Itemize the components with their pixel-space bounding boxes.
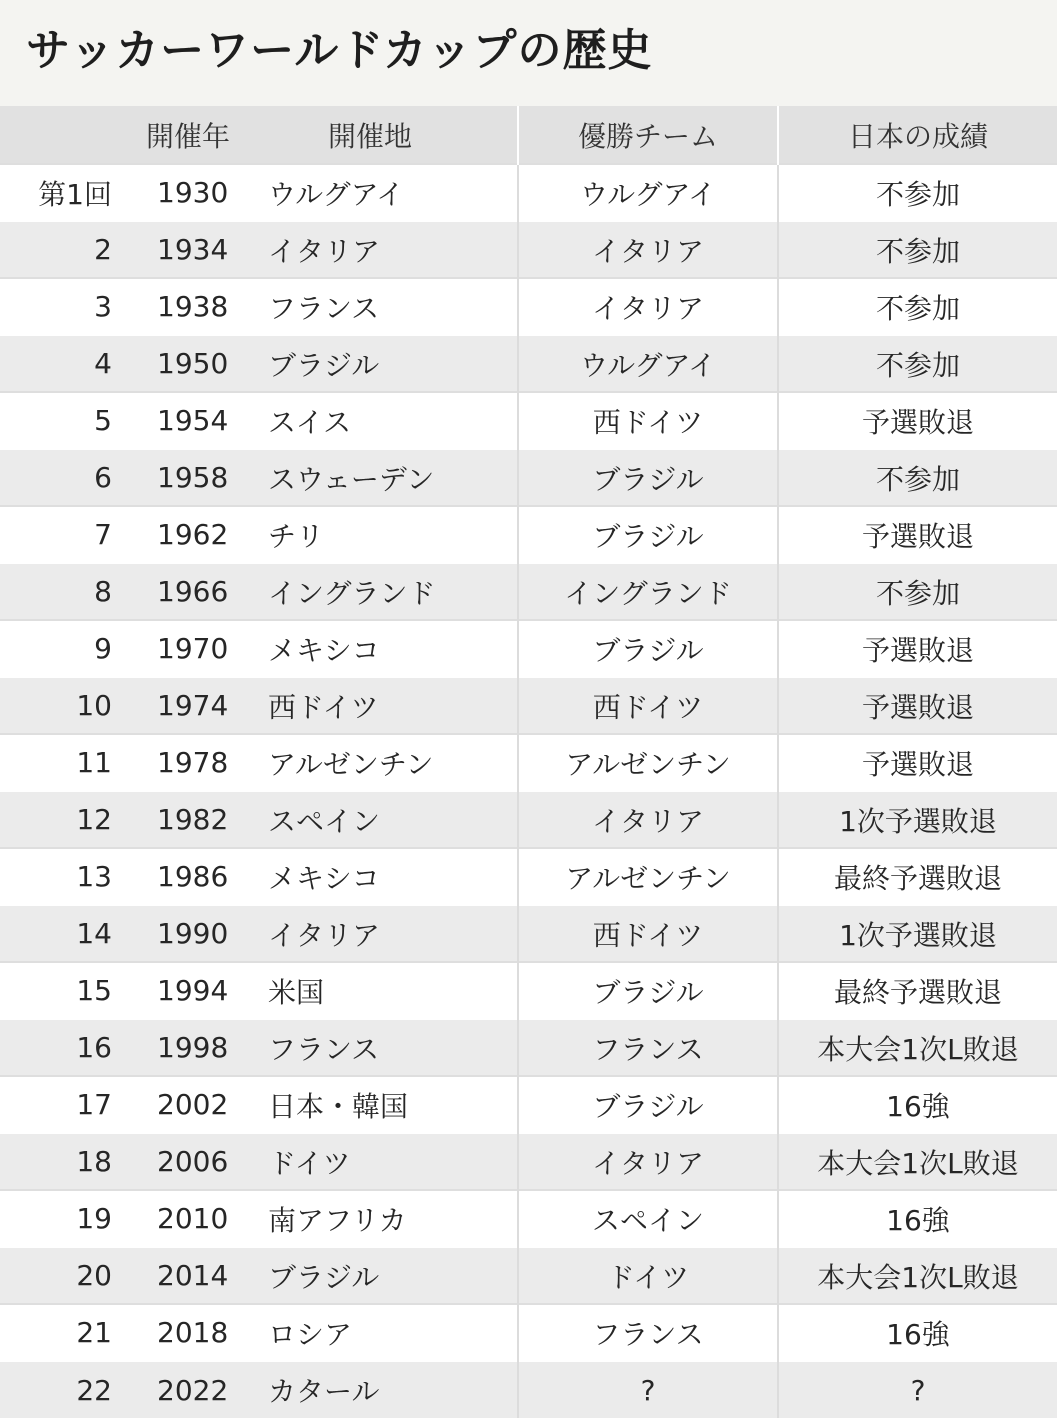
year-cell: 1938 — [157, 290, 229, 323]
edition-cell: 6 — [94, 461, 112, 494]
table-header-row — [0, 106, 1057, 164]
table-row — [0, 1076, 1057, 1133]
year-cell: 1958 — [157, 461, 229, 494]
host-cell: メキシコ — [252, 620, 518, 677]
winner-cell: イタリア — [518, 1133, 778, 1190]
host-cell: チリ — [252, 506, 518, 563]
year-cell: 1950 — [157, 347, 229, 380]
winner-cell: ブラジル — [518, 449, 778, 506]
edition-cell: 8 — [94, 575, 112, 608]
host-cell: イタリア — [252, 221, 518, 278]
year-cell: 1978 — [157, 746, 229, 779]
header-japan-result: 日本の成績 — [847, 119, 988, 153]
table-row — [0, 164, 1057, 221]
winner-cell: 西ドイツ — [518, 905, 778, 962]
winner-cell: スペイン — [518, 1190, 778, 1247]
edition-cell: 19 — [76, 1202, 112, 1235]
japan-result-cell: 1次予選敗退 — [839, 918, 997, 952]
year-cell: 1986 — [157, 860, 229, 893]
host-cell: フランス — [252, 1019, 518, 1076]
edition-cell: 10 — [76, 689, 112, 722]
year-cell: 1930 — [157, 176, 229, 209]
edition-cell: 17 — [76, 1088, 112, 1121]
japan-result-cell: 不参加 — [875, 576, 960, 610]
edition-cell: 18 — [76, 1145, 112, 1178]
japan-result-cell: ? — [910, 1373, 926, 1407]
table-row — [0, 335, 1057, 392]
edition-cell: 16 — [76, 1031, 112, 1064]
winner-cell: フランス — [518, 1304, 778, 1361]
winner-cell: ブラジル — [518, 1076, 778, 1133]
year-cell: 2006 — [157, 1145, 229, 1178]
host-cell: スイス — [252, 392, 518, 449]
table-row — [0, 848, 1057, 905]
japan-result-cell: 16強 — [886, 1317, 950, 1351]
table-row — [0, 791, 1057, 848]
winner-cell: ブラジル — [518, 962, 778, 1019]
table-row — [0, 1247, 1057, 1304]
table-row — [0, 449, 1057, 506]
edition-cell: 13 — [76, 860, 112, 893]
japan-result-cell: 予選敗退 — [861, 405, 974, 439]
japan-result-cell: 予選敗退 — [861, 747, 974, 781]
year-cell: 1982 — [157, 803, 229, 836]
year-cell: 1966 — [157, 575, 229, 608]
edition-cell: 4 — [94, 347, 112, 380]
header-host: 開催地 — [252, 106, 518, 164]
japan-result-cell: 予選敗退 — [861, 519, 974, 553]
edition-cell: 14 — [76, 917, 112, 950]
year-cell: 1974 — [157, 689, 229, 722]
host-cell: メキシコ — [252, 848, 518, 905]
table-row — [0, 392, 1057, 449]
edition-cell: 12 — [76, 803, 112, 836]
japan-result-cell: 予選敗退 — [861, 633, 974, 667]
japan-result-cell: 16強 — [886, 1203, 950, 1237]
title-bar — [0, 0, 1057, 106]
host-cell: ドイツ — [252, 1133, 518, 1190]
edition-cell: 20 — [76, 1259, 112, 1292]
table-row — [0, 734, 1057, 791]
year-cell: 1954 — [157, 404, 229, 437]
table-row — [0, 1304, 1057, 1361]
edition-cell: 5 — [94, 404, 112, 437]
edition-cell: 3 — [94, 290, 112, 323]
winner-cell: 西ドイツ — [518, 392, 778, 449]
host-cell: フランス — [252, 278, 518, 335]
year-cell: 1998 — [157, 1031, 229, 1064]
header-year: 開催年 — [146, 119, 231, 153]
japan-result-cell: 不参加 — [875, 234, 960, 268]
host-cell: 西ドイツ — [252, 677, 518, 734]
japan-result-cell: 不参加 — [875, 177, 960, 211]
edition-cell: 2 — [94, 233, 112, 266]
table-row — [0, 962, 1057, 1019]
host-cell: ブラジル — [252, 335, 518, 392]
japan-result-cell: 不参加 — [875, 291, 960, 325]
year-cell: 1962 — [157, 518, 229, 551]
edition-cell: 15 — [76, 974, 112, 1007]
winner-cell: ? — [518, 1361, 778, 1418]
year-cell: 2014 — [157, 1259, 229, 1292]
table-row — [0, 1361, 1057, 1418]
year-cell: 1934 — [157, 233, 229, 266]
year-cell: 1970 — [157, 632, 229, 665]
edition-cell: 第1回 — [38, 177, 112, 211]
year-cell: 2018 — [157, 1316, 229, 1349]
table-row — [0, 1019, 1057, 1076]
header-winner: 優勝チーム — [518, 106, 778, 164]
table-body — [0, 164, 1057, 1418]
winner-cell: ドイツ — [518, 1247, 778, 1304]
year-cell: 1990 — [157, 917, 229, 950]
japan-result-cell: 予選敗退 — [861, 690, 974, 724]
japan-result-cell: 本大会1次L敗退 — [817, 1260, 1019, 1294]
table-row — [0, 620, 1057, 677]
winner-cell: ブラジル — [518, 620, 778, 677]
host-cell: 米国 — [252, 962, 518, 1019]
table-row — [0, 1133, 1057, 1190]
winner-cell: イタリア — [518, 278, 778, 335]
host-cell: スウェーデン — [252, 449, 518, 506]
japan-result-cell: 最終予選敗退 — [833, 975, 1002, 1009]
winner-cell: ブラジル — [518, 506, 778, 563]
world-cup-history-table — [0, 106, 1057, 1418]
winner-cell: イタリア — [518, 791, 778, 848]
host-cell: カタール — [252, 1361, 518, 1418]
host-cell: ロシア — [252, 1304, 518, 1361]
table-row — [0, 563, 1057, 620]
host-cell: ウルグアイ — [252, 164, 518, 221]
winner-cell: イングランド — [518, 563, 778, 620]
table-row — [0, 221, 1057, 278]
edition-cell: 22 — [76, 1373, 112, 1407]
table-row — [0, 905, 1057, 962]
edition-cell: 11 — [76, 746, 112, 779]
japan-result-cell: 1次予選敗退 — [839, 804, 997, 838]
winner-cell: 西ドイツ — [518, 677, 778, 734]
header-edition — [0, 106, 128, 164]
table-row — [0, 677, 1057, 734]
winner-cell: イタリア — [518, 221, 778, 278]
table-row — [0, 278, 1057, 335]
edition-cell: 21 — [76, 1316, 112, 1349]
year-cell: 2002 — [157, 1088, 229, 1121]
table-row — [0, 506, 1057, 563]
page-title: サッカーワールドカップの歴史 — [26, 25, 653, 76]
japan-result-cell: 不参加 — [875, 462, 960, 496]
host-cell: 南アフリカ — [252, 1190, 518, 1247]
host-cell: ブラジル — [252, 1247, 518, 1304]
edition-cell: 7 — [94, 518, 112, 551]
winner-cell: アルゼンチン — [518, 734, 778, 791]
japan-result-cell: 16強 — [886, 1089, 950, 1123]
japan-result-cell: 本大会1次L敗退 — [817, 1032, 1019, 1066]
host-cell: イングランド — [252, 563, 518, 620]
year-cell: 2010 — [157, 1202, 229, 1235]
table-row — [0, 1190, 1057, 1247]
edition-cell: 9 — [94, 632, 112, 665]
japan-result-cell: 本大会1次L敗退 — [817, 1146, 1019, 1180]
host-cell: 日本・韓国 — [252, 1076, 518, 1133]
host-cell: アルゼンチン — [252, 734, 518, 791]
japan-result-cell: 不参加 — [875, 348, 960, 382]
host-cell: イタリア — [252, 905, 518, 962]
winner-cell: フランス — [518, 1019, 778, 1076]
japan-result-cell: 最終予選敗退 — [833, 861, 1002, 895]
year-cell: 1994 — [157, 974, 229, 1007]
winner-cell: アルゼンチン — [518, 848, 778, 905]
winner-cell: ウルグアイ — [518, 335, 778, 392]
host-cell: スペイン — [252, 791, 518, 848]
winner-cell: ウルグアイ — [518, 164, 778, 221]
year-cell: 2022 — [157, 1373, 229, 1407]
